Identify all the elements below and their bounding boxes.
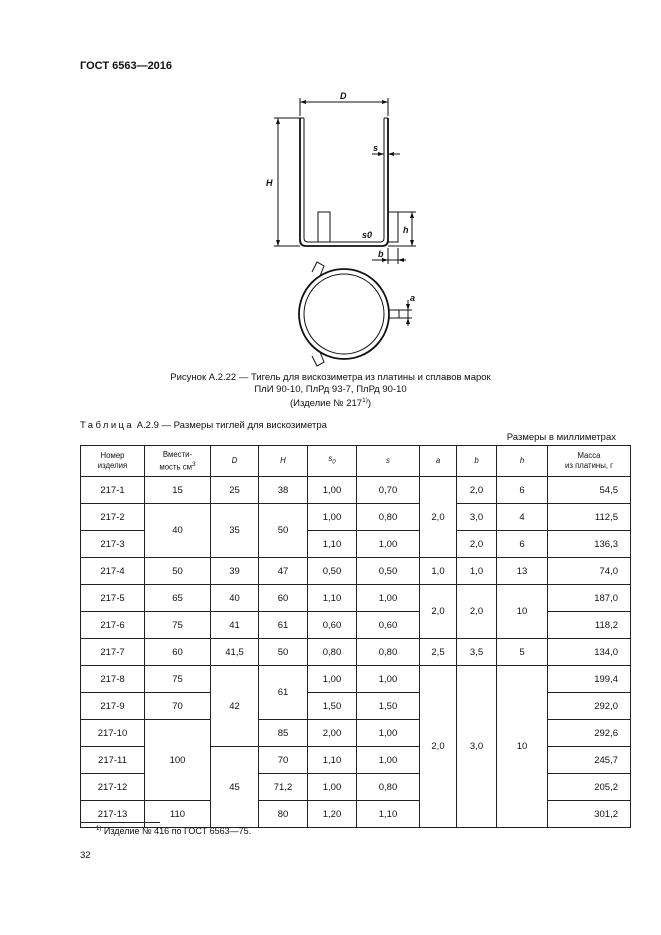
cell-D: 39 — [211, 558, 259, 585]
cell-number: 217-4 — [81, 558, 145, 585]
cell-D: 35 — [211, 504, 259, 558]
cell-D: 42 — [211, 666, 259, 747]
cell-a: 2,0 — [420, 477, 457, 558]
cell-mass: 292,0 — [548, 693, 631, 720]
cell-mass: 205,2 — [548, 774, 631, 801]
header-s: s — [357, 446, 420, 477]
dim-s0-label: s0 — [362, 230, 373, 240]
cell-H: 70 — [259, 747, 308, 774]
cell-b: 3,5 — [457, 639, 497, 666]
cell-s0: 1,00 — [308, 477, 357, 504]
cell-s0: 1,10 — [308, 585, 357, 612]
document-header: ГОСТ 6563—2016 — [80, 60, 173, 72]
dim-D-label: D — [340, 91, 347, 101]
cell-b: 3,0 — [457, 504, 497, 531]
table-row — [81, 504, 631, 531]
cell-mass: 134,0 — [548, 639, 631, 666]
table-row — [81, 693, 631, 720]
figure-caption — [100, 372, 561, 410]
cell-s0: 1,00 — [308, 774, 357, 801]
cell-s: 1,00 — [357, 666, 420, 693]
cell-s: 1,10 — [357, 801, 420, 828]
dim-h-label: h — [403, 225, 409, 235]
table-title: Таблица А.2.9 — Размеры тиглей для вискозиметра — [80, 420, 327, 431]
table-row — [81, 666, 631, 693]
cell-s: 0,80 — [357, 504, 420, 531]
cell-mass: 301,2 — [548, 801, 631, 828]
dimensions-table — [80, 445, 631, 828]
cell-s0: 1,10 — [308, 531, 357, 558]
table-header-row — [81, 446, 631, 477]
header-s0: $s_0$ — [308, 446, 357, 477]
cell-s: 0,60 — [357, 612, 420, 639]
header-h: h — [497, 446, 548, 477]
cell-s: 1,00 — [357, 747, 420, 774]
caption-line-2: ПлИ 90-10, ПлРд 93-7, ПлРд 90-10 — [254, 383, 407, 395]
cell-s0: 1,10 — [308, 747, 357, 774]
header-volume: Вмести- мость $см^3$ — [145, 446, 211, 477]
cell-number: 217-9 — [81, 693, 145, 720]
cell-H: 71,2 — [259, 774, 308, 801]
cell-s0: 0,80 — [308, 639, 357, 666]
cell-volume: 110 — [145, 801, 211, 828]
cell-s: 0,80 — [357, 639, 420, 666]
cell-a: 2,0 — [420, 585, 457, 639]
cell-h: 4 — [497, 504, 548, 531]
cell-volume: 70 — [145, 693, 211, 720]
cell-D: 40 — [211, 585, 259, 612]
cell-h: 10 — [497, 585, 548, 639]
cell-number: 217-12 — [81, 774, 145, 801]
cell-s: 1,00 — [357, 585, 420, 612]
cell-s0: 1,00 — [308, 666, 357, 693]
cell-D: 25 — [211, 477, 259, 504]
table-label: Таблица — [80, 420, 135, 431]
cell-mass: 118,2 — [548, 612, 631, 639]
cell-D: 41 — [211, 612, 259, 639]
table-row — [81, 612, 631, 639]
cell-volume: 65 — [145, 585, 211, 612]
cell-mass: 187,0 — [548, 585, 631, 612]
table-row — [81, 477, 631, 504]
cell-number: 217-5 — [81, 585, 145, 612]
footnote-divider — [80, 822, 160, 823]
cell-h: 10 — [497, 666, 548, 828]
cell-number: 217-1 — [81, 477, 145, 504]
cell-s: 0,80 — [357, 774, 420, 801]
cell-H: 61 — [259, 666, 308, 720]
cell-H: 80 — [259, 801, 308, 828]
cell-b: 3,0 — [457, 666, 497, 828]
cell-a: 2,0 — [420, 666, 457, 828]
cell-s: 0,70 — [357, 477, 420, 504]
dim-b-label: b — [378, 249, 384, 259]
cell-H: 61 — [259, 612, 308, 639]
cell-s: 1,50 — [357, 693, 420, 720]
cell-mass: 292,6 — [548, 720, 631, 747]
cell-b: 2,0 — [457, 585, 497, 639]
cell-s0: 0,60 — [308, 612, 357, 639]
cell-b: 2,0 — [457, 531, 497, 558]
cell-mass: 54,5 — [548, 477, 631, 504]
cell-h: 6 — [497, 477, 548, 504]
cell-mass: 112,5 — [548, 504, 631, 531]
table-row — [81, 558, 631, 585]
cell-mass: 199,4 — [548, 666, 631, 693]
cell-s: 1,00 — [357, 531, 420, 558]
cell-s0: 1,20 — [308, 801, 357, 828]
header-mass: Масса из платины, г — [548, 446, 631, 477]
cell-s0: 0,50 — [308, 558, 357, 585]
cell-a: 1,0 — [420, 558, 457, 585]
table-row — [81, 639, 631, 666]
cell-b: 1,0 — [457, 558, 497, 585]
header-D: D — [211, 446, 259, 477]
cell-number: 217-7 — [81, 639, 145, 666]
cell-H: 50 — [259, 639, 308, 666]
header-number: Номер изделия — [81, 446, 145, 477]
cell-s: 1,00 — [357, 720, 420, 747]
cell-number: 217-13 — [81, 801, 145, 828]
cell-volume: 100 — [145, 720, 211, 801]
cell-H: 38 — [259, 477, 308, 504]
header-a: a — [420, 446, 457, 477]
cell-number: 217-6 — [81, 612, 145, 639]
cell-s: 0,50 — [357, 558, 420, 585]
cell-a: 2,5 — [420, 639, 457, 666]
cell-D: 41,5 — [211, 639, 259, 666]
cell-volume: 40 — [145, 504, 211, 558]
table-row — [81, 585, 631, 612]
cell-H: 60 — [259, 585, 308, 612]
footnote: $^{1)}$ Изделие № 416 по ГОСТ 6563—75. — [96, 826, 252, 836]
cell-s0: 1,00 — [308, 504, 357, 531]
cell-b: 2,0 — [457, 477, 497, 504]
units-note: Размеры в миллиметрах — [506, 432, 616, 443]
cell-volume: 75 — [145, 666, 211, 693]
dim-s-label: s — [373, 143, 379, 153]
cell-number: 217-11 — [81, 747, 145, 774]
cell-number: 217-8 — [81, 666, 145, 693]
cell-h: 13 — [497, 558, 548, 585]
cell-D: 45 — [211, 747, 259, 828]
cell-mass: 74,0 — [548, 558, 631, 585]
caption-line-1: Рисунок А.2.22 — Тигель для вискозиметра из платины и сплавов марок — [170, 372, 491, 383]
cell-volume: 15 — [145, 477, 211, 504]
cell-mass: 245,7 — [548, 747, 631, 774]
caption-line-3: (Изделие № 217$^{1)}$) — [289, 397, 372, 410]
cell-volume: 75 — [145, 612, 211, 639]
page-number: 32 — [80, 850, 91, 861]
cell-volume: 60 — [145, 639, 211, 666]
cell-number: 217-3 — [81, 531, 145, 558]
cell-s0: 1,50 — [308, 693, 357, 720]
dim-H-label: H — [266, 178, 273, 188]
table-row — [81, 720, 631, 747]
table-row — [81, 801, 631, 828]
cell-H: 47 — [259, 558, 308, 585]
cell-H: 85 — [259, 720, 308, 747]
crucible-drawing — [260, 88, 440, 378]
cell-h: 6 — [497, 531, 548, 558]
header-H: H — [259, 446, 308, 477]
header-b: b — [457, 446, 497, 477]
cell-H: 50 — [259, 504, 308, 558]
cell-volume: 50 — [145, 558, 211, 585]
cell-number: 217-2 — [81, 504, 145, 531]
cell-mass: 136,3 — [548, 531, 631, 558]
dim-a-label: a — [410, 293, 416, 303]
cell-number: 217-10 — [81, 720, 145, 747]
cell-s0: 2,00 — [308, 720, 357, 747]
cell-h: 5 — [497, 639, 548, 666]
